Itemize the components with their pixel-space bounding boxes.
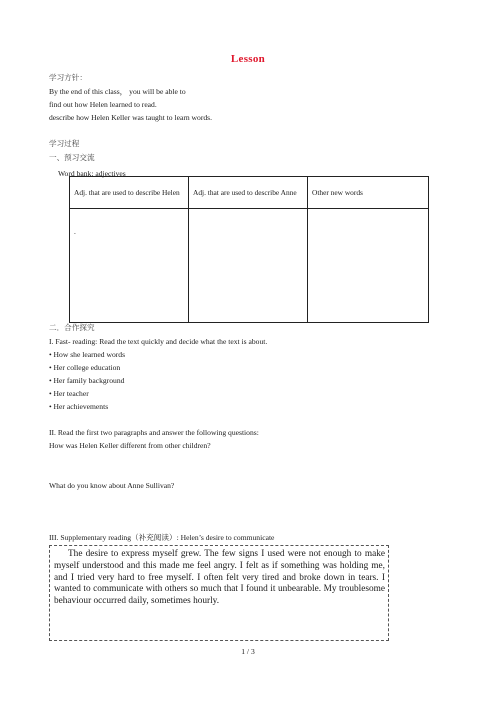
task2-instruction: II. Read the first two paragraphs and answer the following questions:: [49, 428, 259, 437]
task1-instruction: I. Fast- reading: Read the text quickly and decide what the text is about.: [49, 337, 268, 346]
process-heading: 学习过程: [49, 139, 80, 148]
table-header-anne: Adj. that are used to describe Anne: [189, 177, 308, 209]
task1-option: • Her teacher: [49, 389, 89, 398]
vocabulary-table: [69, 176, 429, 323]
table-header-helen: Adj. that are used to describe Helen: [70, 177, 189, 209]
policy-line-1: By the end of this class， you will be able to: [49, 87, 186, 96]
section1-heading: 一、预习交流: [49, 153, 95, 162]
section2-heading: 二．合作探究: [49, 323, 95, 332]
policy-line-2: find out how Helen learned to read.: [49, 100, 157, 109]
task3-instruction: III. Supplementary reading（补充阅读）: Helen’s desire to communicate: [49, 533, 275, 542]
page-number: 1 / 3: [241, 647, 255, 656]
task2-question-2: What do you know about Anne Sullivan?: [49, 481, 175, 490]
table-cell-mark: .: [74, 227, 76, 236]
task1-option: • Her achievements: [49, 402, 109, 411]
lesson-title: Lesson: [230, 53, 266, 65]
task1-option: • Her college education: [49, 363, 121, 372]
table-cell-anne[interactable]: [189, 209, 308, 323]
table-header-row: [70, 177, 429, 209]
supplementary-passage: The desire to express myself grew. The few signs I used were not enough to make myself understood and this made me feel angry. I felt as if something was holding me, and I tried very hard to free myself. I often felt very tired and broke down in tears. I wanted to communicate with others so much that I found it unbearable. My troublesome behaviour occurred daily, sometimes hourly.: [54, 549, 385, 607]
policy-line-3: describe how Helen Keller was taught to learn words.: [49, 113, 213, 122]
table-cell-helen[interactable]: [70, 209, 189, 323]
supplementary-reading-box: [49, 545, 389, 641]
task2-question-1: How was Helen Keller different from other children?: [49, 441, 211, 450]
table-answer-row: [70, 209, 429, 323]
table-cell-other[interactable]: [308, 209, 429, 323]
policy-heading: 学习方针：: [49, 73, 87, 82]
word-bank-label: Word bank: adjectives: [58, 169, 126, 178]
task1-option: • How she learned words: [49, 350, 126, 359]
task1-option: • Her family background: [49, 376, 125, 385]
table-header-other: Other new words: [308, 177, 429, 209]
